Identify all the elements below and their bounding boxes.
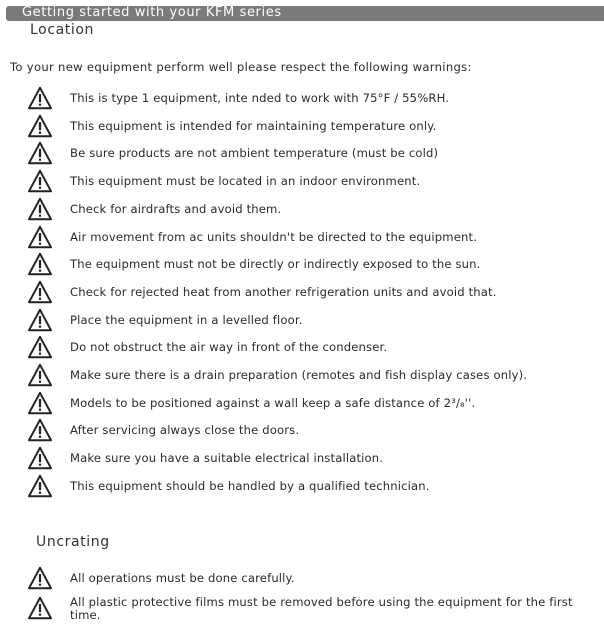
warning-triangle-icon — [28, 446, 52, 470]
location-warning-item — [0, 252, 604, 280]
location-warning-item — [0, 225, 604, 253]
location-warning-text: Place the equipment in a levelled floor. — [70, 312, 303, 327]
location-warning-text: This equipment must be located in an indoor environment. — [70, 174, 421, 189]
location-warning-item — [0, 308, 604, 336]
location-warning-text: Check for rejected heat from another refrigeration units and avoid that. — [70, 284, 497, 299]
warning-triangle-icon — [28, 169, 52, 193]
location-warning-text: Make sure you have a suitable electrical installation. — [70, 451, 384, 466]
warning-triangle-icon — [28, 566, 52, 590]
location-warning-text: Be sure products are not ambient temperature (must be cold) — [70, 146, 439, 161]
location-warning-item — [0, 418, 604, 446]
location-warning-item — [0, 474, 604, 502]
location-warning-item — [0, 169, 604, 197]
location-warning-text: This is type 1 equipment, inte nded to work with 75°F / 55%RH. — [70, 91, 450, 105]
warning-triangle-icon — [28, 418, 52, 442]
uncrating-warning-text: All plastic protective films must be removed before using the equipment for the first time. — [70, 595, 573, 622]
uncrating-warning-item — [0, 596, 604, 624]
warning-triangle-icon — [28, 197, 52, 221]
location-warning-item — [0, 280, 604, 308]
warning-triangle-icon — [28, 474, 52, 498]
location-warning-item — [0, 391, 604, 419]
location-intro: To your new equipment perform well please respect the following warnings: — [10, 60, 472, 74]
warning-triangle-icon — [28, 308, 52, 332]
location-warning-item — [0, 141, 604, 169]
location-warning-text: This equipment is intended for maintaining temperature only. — [70, 118, 437, 133]
uncrating-warning-text: All operations must be done carefully. — [70, 571, 295, 585]
location-warning-item — [0, 446, 604, 474]
uncrating-warning-item — [0, 566, 604, 594]
location-warning-text: Do not obstruct the air way in front of the condenser. — [70, 340, 388, 355]
section-header-title: Getting started with your KFM series — [22, 5, 282, 20]
warning-triangle-icon — [28, 391, 52, 415]
warning-triangle-icon — [28, 86, 52, 110]
location-warning-text: This equipment should be handled by a qualified technician. — [70, 478, 430, 493]
location-warning-text: Models to be positioned against a wall keep a safe distance of 2³/₈''. — [70, 395, 476, 410]
location-warning-item — [0, 197, 604, 225]
location-warning-text: Air movement from ac units shouldn't be directed to the equipment. — [70, 229, 478, 244]
warning-triangle-icon — [28, 141, 52, 165]
warning-triangle-icon — [28, 596, 52, 620]
location-title: Location — [30, 22, 95, 38]
location-warning-text: Make sure there is a drain preparation (remotes and fish display cases only). — [70, 368, 528, 382]
location-warning-item — [0, 114, 604, 142]
warning-triangle-icon — [28, 225, 52, 249]
location-warning-item — [0, 363, 604, 391]
section-header-bar — [6, 6, 604, 21]
location-warning-item — [0, 86, 604, 114]
location-warning-text: Check for airdrafts and avoid them. — [70, 201, 282, 216]
location-warning-text: The equipment must not be directly or indirectly exposed to the sun. — [70, 257, 481, 272]
warning-triangle-icon — [28, 335, 52, 359]
warning-triangle-icon — [28, 280, 52, 304]
uncrating-title: Uncrating — [36, 534, 110, 550]
location-warning-item — [0, 335, 604, 363]
warning-triangle-icon — [28, 114, 52, 138]
location-warning-text: After servicing always close the doors. — [70, 423, 300, 438]
warning-triangle-icon — [28, 363, 52, 387]
warning-triangle-icon — [28, 252, 52, 276]
